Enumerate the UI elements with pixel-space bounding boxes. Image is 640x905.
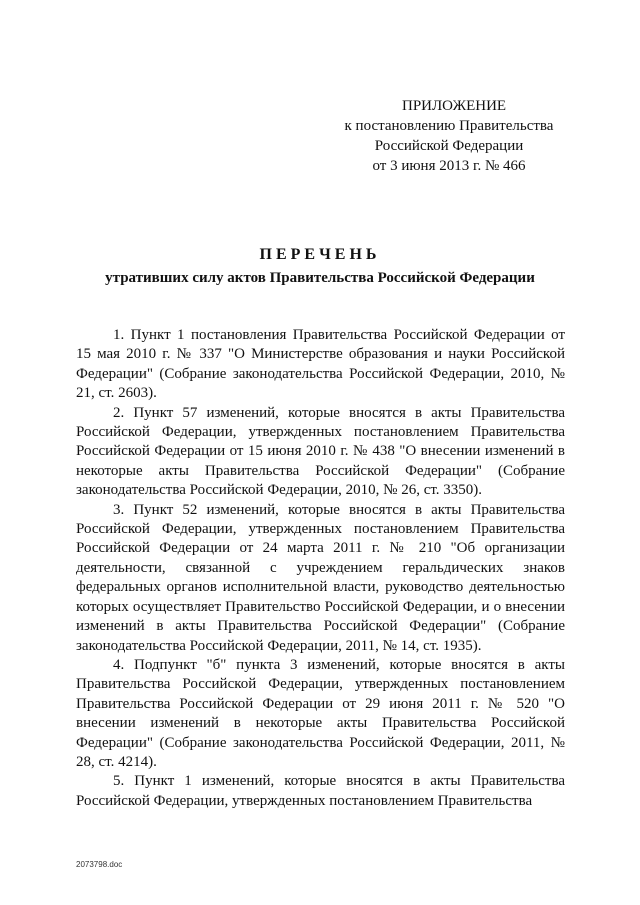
appendix-line-3: от 3 июня 2013 г. № 466: [372, 158, 526, 174]
document-subtitle: утративших силу актов Правительства Российской Федерации: [105, 270, 535, 286]
document-title: ПЕРЕЧЕНЬ: [259, 246, 381, 263]
document-body: [76, 326, 565, 811]
list-item: 3. Пункт 52 изменений, которые вносятся в акты Правительства Российской Федерации, утвержденных постановлением Правительства Российской Федерации от 24 марта 2011 г. № 210 "Об организации деятельности, связанной с учреждением геральдических знаков федеральных органов исполнительной власти, руководство деятельностью которых осуществляет Правительство Российской Федерации, и о внесении изменений в акты Правительства Российской Федерации" (Собрание законодательства Российской Федерации, 2011, № 14, ст. 1935).: [76, 501, 565, 654]
list-item: 1. Пункт 1 постановления Правительства Российской Федерации от 15 мая 2010 г. № 337 "О Министерстве образования и науки Российской Федерации" (Собрание законодательства Российской Федерации, 2010, № 21, ст. 2603).: [76, 327, 565, 402]
list-item: 4. Подпункт "б" пункта 3 изменений, которые вносятся в акты Правительства Российской Федерации, утвержденных постановлением Правительства Российской Федерации от 29 июня 2011 г. № 520 "О внесении изменений в некоторые акты Правительства Российской Федерации" (Собрание законодательства Российской Федерации, 2011, № 28, ст. 4214).: [76, 656, 565, 770]
list-item: 2. Пункт 57 изменений, которые вносятся в акты Правительства Российской Федерации, утвержденных постановлением Правительства Российской Федерации от 15 июня 2010 г. № 438 "О внесении изменений в некоторые акты Правительства Российской Федерации" (Собрание законодательства Российской Федерации, 2010, № 26, ст. 3350).: [76, 404, 565, 499]
appendix-line-2: Российской Федерации: [374, 138, 524, 154]
appendix-line-1: к постановлению Правительства: [344, 118, 554, 134]
footer-filename: 2073798.doc: [76, 860, 123, 869]
appendix-title: ПРИЛОЖЕНИЕ: [402, 98, 507, 114]
appendix-block: [340, 96, 580, 176]
list-item: 5. Пункт 1 изменений, которые вносятся в акты Правительства Российской Федерации, утвержденных постановлением Правительства: [76, 773, 565, 809]
